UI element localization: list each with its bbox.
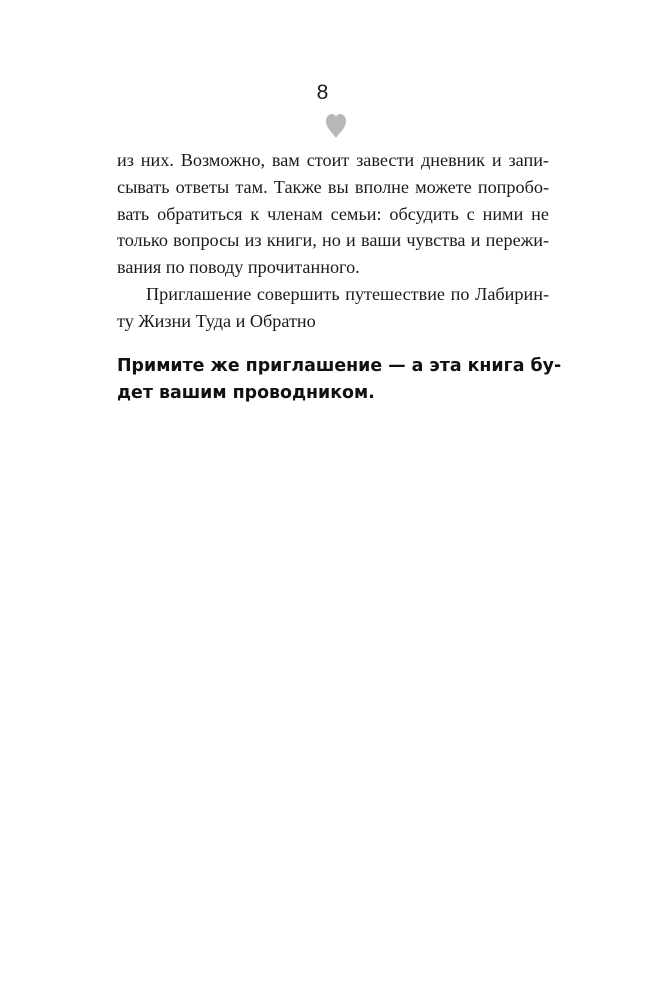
text-line: ту Жизни Туда и Обратно: [117, 310, 316, 331]
text-line: Приглашение совершить путешествие по Лабирин-: [146, 283, 549, 304]
body-text: [117, 147, 549, 335]
callout-text: [117, 353, 562, 407]
text-line: только вопросы из книги, но и ваши чувства и пережи-: [117, 230, 549, 251]
text-line: из них. Возможно, вам стоит завести дневник и запи-: [117, 150, 549, 170]
callout-line: Примите же приглашение — а эта книга бу-: [117, 356, 562, 376]
heart-shape: [326, 114, 346, 138]
text-line: вать обратиться к членам семьи: обсудить с ними не: [117, 203, 549, 224]
text-line: сывать ответы там. Также вы вполне можете попробо-: [117, 176, 549, 197]
text-line: вания по поводу прочитанного.: [117, 257, 360, 278]
heart-icon: [325, 113, 347, 139]
callout-line: дет вашим проводником.: [117, 383, 375, 403]
page-number: 8: [316, 81, 329, 104]
